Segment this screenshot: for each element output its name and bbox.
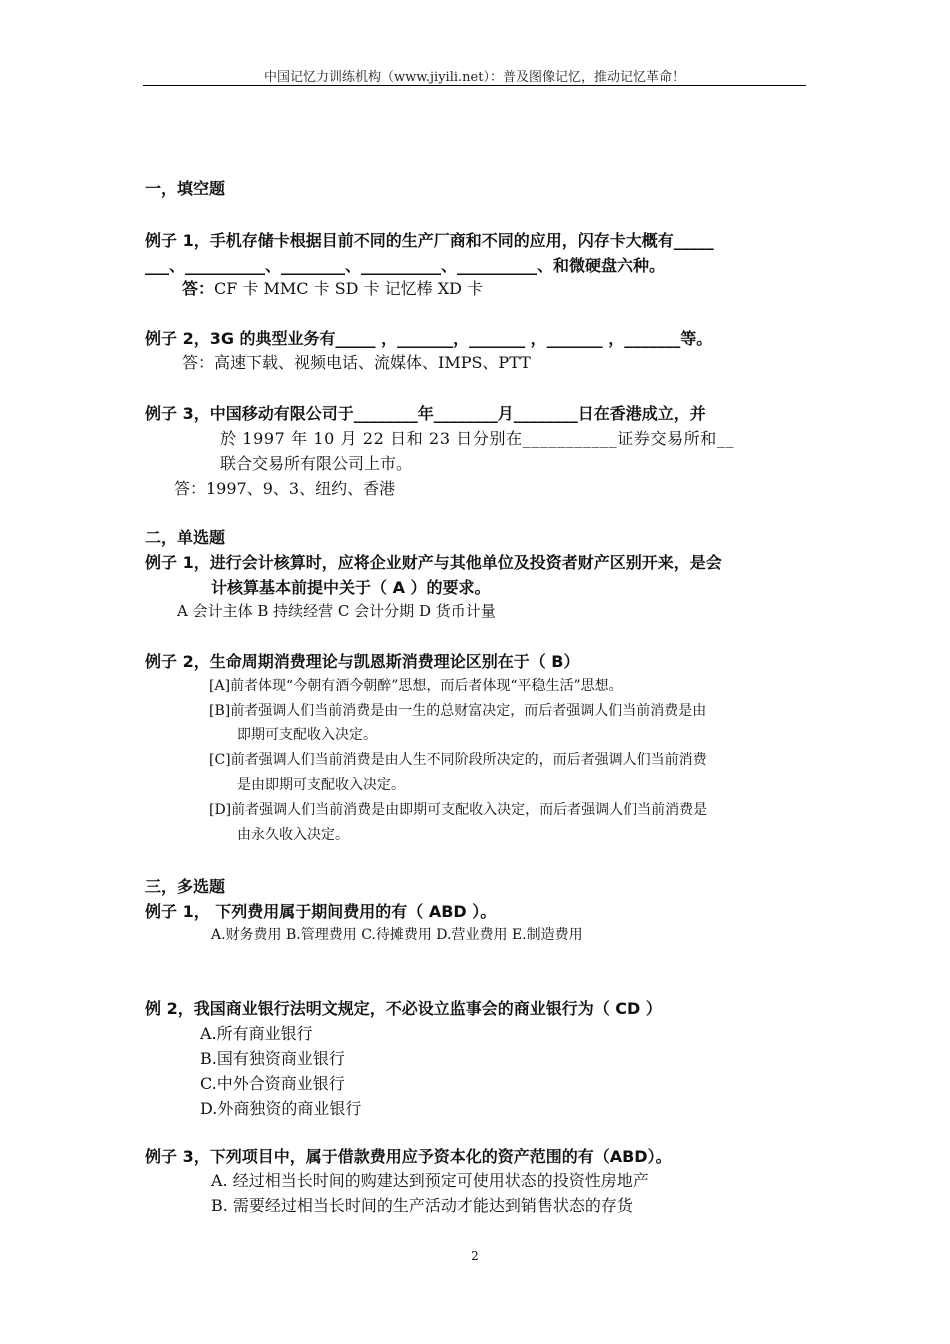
single-q2-option-c1: [C]前者强调人们当前消费是由人生不同阶段所决定的，而后者强调人们当前消费 — [209, 752, 707, 768]
single-q2-option-d1: [D]前者强调人们当前消费是由即期可支配收入决定，而后者强调人们当前消费是 — [209, 802, 708, 818]
fill-q1-line1: 例子 1，手机存储卡根据目前不同的生产厂商和不同的应用，闪存卡大概有_____ — [145, 231, 714, 250]
multi-q3-option-a: A. 经过相当长时间的购建达到预定可使用状态的投资性房地产 — [211, 1171, 649, 1190]
fill-q2-line: 例子 2，3G 的典型业务有_____ ，_______，_______ ，_______ ，_______等。 — [145, 329, 713, 348]
fill-q2-answer: 答：高速下载、视频电话、流媒体、IMPS、PTT — [182, 353, 531, 372]
multi-q3-option-b: B. 需要经过相当长时间的生产活动才能达到销售状态的存货 — [211, 1196, 633, 1215]
single-q2-option-d2: 由永久收入决定。 — [237, 827, 349, 843]
fill-q1-line2: ___、__________、________、__________、__________、和微硬盘六种。 — [145, 256, 666, 275]
fill-q3-answer: 答：1997、9、3、纽约、香港 — [174, 479, 396, 498]
fill-q1-answer: CF 卡 MMC 卡 SD 卡 记忆棒 XD 卡 — [214, 279, 484, 298]
single-q2-option-a: [A]前者体现“今朝有酒今朝醉”思想，而后者体现“平稳生活”思想。 — [209, 678, 623, 694]
multi-q2-option-c: C.中外合资商业银行 — [200, 1074, 345, 1093]
fill-q1-answer-row — [182, 276, 483, 299]
multi-q2-option-b: B.国有独资商业银行 — [200, 1049, 345, 1068]
fill-q3-line2: 於 1997 年 10 月 22 日和 23 日分别在___________证券交易所和__ — [220, 429, 735, 448]
single-q1-line1: 例子 1，进行会计核算时，应将企业财产与其他单位及投资者财产区别开来，是会 — [145, 553, 722, 572]
multi-q3-line: 例子 3，下列项目中，属于借款费用应予资本化的资产范围的有（ABD）。 — [145, 1147, 672, 1166]
single-q2-line: 例子 2，生命周期消费理论与凯恩斯消费理论区别在于（ B） — [145, 652, 580, 671]
single-q1-options: A 会计主体 B 持续经营 C 会计分期 D 货币计量 — [177, 602, 496, 620]
fill-q3-line1: 例子 3，中国移动有限公司于________年________月________日在香港成立，并 — [145, 404, 706, 423]
single-q2-option-b2: 即期可支配收入决定。 — [237, 727, 377, 743]
single-q2-option-c2: 是由即期可支配收入决定。 — [237, 777, 405, 793]
section-title-multi: 三，多选题 — [145, 877, 226, 896]
page-number: 2 — [471, 1249, 479, 1263]
header-rule — [143, 85, 806, 86]
multi-q1-line: 例子 1， 下列费用属于期间费用的有（ ABD ）。 — [145, 902, 497, 921]
fill-q3-line3: 联合交易所有限公司上市。 — [220, 454, 413, 473]
multi-q1-options: A.财务费用 B.管理费用 C.待摊费用 D.营业费用 E.制造费用 — [211, 927, 583, 943]
multi-q2-option-d: D.外商独资的商业银行 — [200, 1099, 362, 1118]
fill-q1-answer-label: 答： — [182, 279, 215, 298]
multi-q2-option-a: A.所有商业银行 — [200, 1024, 313, 1043]
multi-q2-line: 例 2，我国商业银行法明文规定，不必设立监事会的商业银行为（ CD ） — [145, 999, 662, 1018]
single-q1-line2: 计核算基本前提中关于（ A ）的要求。 — [211, 578, 491, 597]
section-title-fill: 一，填空题 — [145, 179, 226, 198]
page-header: 中国记忆力训练机构（www.jiyili.net）：普及图像记忆，推动记忆革命！ — [264, 70, 685, 85]
single-q2-option-b1: [B]前者强调人们当前消费是由一生的总财富决定，而后者强调人们当前消费是由 — [209, 703, 707, 719]
section-title-single: 二，单选题 — [145, 528, 226, 547]
